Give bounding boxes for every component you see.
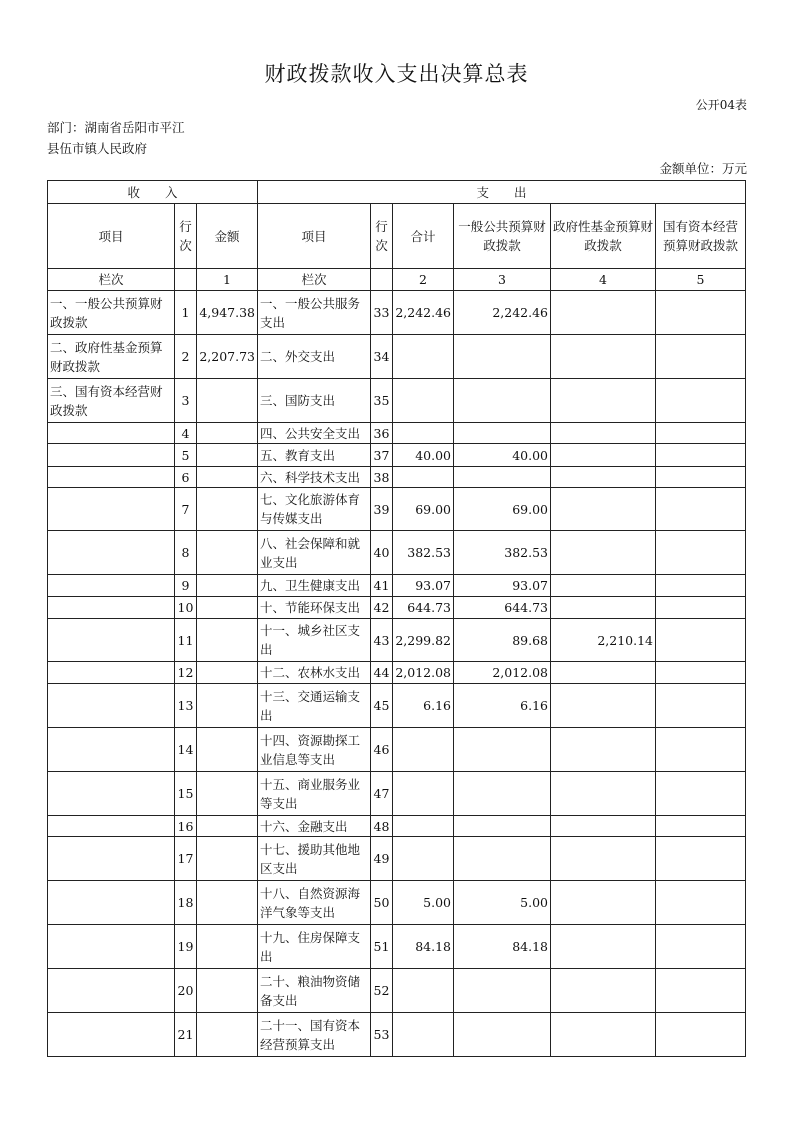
income-amount [197,662,258,684]
state-capital-amount [656,881,746,925]
fund-budget-amount: 2,210.14 [551,619,656,662]
expense-item: 十四、资源勘探工业信息等支出 [258,728,371,772]
fund-budget-amount [551,772,656,816]
expense-item: 十三、交通运输支出 [258,684,371,728]
total-amount: 40.00 [393,444,454,467]
expense-header: 支 出 [258,181,746,204]
income-row-no: 13 [175,684,197,728]
expense-row-no: 45 [371,684,393,728]
table-row [48,881,746,925]
expense-row-no: 49 [371,837,393,881]
expense-item: 一、一般公共服务支出 [258,291,371,335]
total-amount: 2,242.46 [393,291,454,335]
general-budget-amount [454,969,551,1013]
expense-row-no: 38 [371,467,393,488]
income-row-no: 8 [175,531,197,575]
fund-budget-amount [551,335,656,379]
seq-1: 1 [197,269,258,291]
general-budget-amount [454,837,551,881]
expense-row-no: 43 [371,619,393,662]
seq-4: 4 [551,269,656,291]
general-budget-amount [454,379,551,423]
general-budget-amount [454,423,551,444]
income-row-no: 4 [175,423,197,444]
total-amount [393,1013,454,1057]
fund-budget-amount [551,597,656,619]
state-capital-amount [656,728,746,772]
income-header: 收 入 [48,181,258,204]
total-amount [393,772,454,816]
total-amount: 69.00 [393,488,454,531]
budget-summary-table [47,180,746,1057]
income-row-no: 11 [175,619,197,662]
expense-item: 十五、商业服务业等支出 [258,772,371,816]
table-row [48,531,746,575]
expense-item: 七、文化旅游体育与传媒支出 [258,488,371,531]
state-capital-amount [656,925,746,969]
total-amount [393,837,454,881]
income-row-no: 17 [175,837,197,881]
general-budget-amount: 69.00 [454,488,551,531]
income-row-no: 18 [175,881,197,925]
state-capital-amount [656,575,746,597]
col-general: 一般公共预算财政拨款 [454,204,551,269]
page-title: 财政拨款收入支出决算总表 [264,62,529,86]
income-item [48,488,175,531]
fund-budget-amount [551,1013,656,1057]
expense-item: 十七、援助其他地区支出 [258,837,371,881]
income-amount [197,575,258,597]
table-row [48,662,746,684]
state-capital-amount [656,444,746,467]
income-amount: 4,947.38 [197,291,258,335]
income-item [48,881,175,925]
expense-row-no: 36 [371,423,393,444]
state-capital-amount [656,837,746,881]
state-capital-amount [656,291,746,335]
state-capital-amount [656,772,746,816]
income-item [48,531,175,575]
fund-budget-amount [551,488,656,531]
expense-item: 六、科学技术支出 [258,467,371,488]
total-amount [393,467,454,488]
income-row-no: 9 [175,575,197,597]
income-item [48,837,175,881]
table-row [48,597,746,619]
expense-row-no: 42 [371,597,393,619]
state-capital-amount [656,423,746,444]
total-amount: 644.73 [393,597,454,619]
general-budget-amount: 5.00 [454,881,551,925]
income-item [48,969,175,1013]
fund-budget-amount [551,837,656,881]
expense-row-no: 35 [371,379,393,423]
income-item [48,1013,175,1057]
fund-budget-amount [551,379,656,423]
department-label: 部门：湖南省岳阳市平江县伍市镇人民政府 [47,120,185,156]
expense-row-no: 33 [371,291,393,335]
total-amount: 6.16 [393,684,454,728]
total-amount: 2,012.08 [393,662,454,684]
income-row-no: 21 [175,1013,197,1057]
total-amount [393,423,454,444]
income-row-no: 14 [175,728,197,772]
fund-budget-amount [551,925,656,969]
general-budget-amount [454,816,551,837]
income-item [48,467,175,488]
income-amount [197,531,258,575]
seq-3: 3 [454,269,551,291]
income-item [48,575,175,597]
fund-budget-amount [551,969,656,1013]
fund-budget-amount [551,684,656,728]
seq-blank [371,269,393,291]
income-row-no: 6 [175,467,197,488]
expense-item: 十九、住房保障支出 [258,925,371,969]
income-row-no: 20 [175,969,197,1013]
state-capital-amount [656,684,746,728]
income-amount [197,619,258,662]
general-budget-amount [454,1013,551,1057]
table-row [48,837,746,881]
fund-budget-amount [551,728,656,772]
total-amount: 2,299.82 [393,619,454,662]
general-budget-amount: 382.53 [454,531,551,575]
table-row [48,684,746,728]
seq-5: 5 [656,269,746,291]
col-total: 合计 [393,204,454,269]
expense-item: 十、节能环保支出 [258,597,371,619]
expense-item: 二、外交支出 [258,335,371,379]
state-capital-amount [656,597,746,619]
income-amount [197,969,258,1013]
fund-budget-amount [551,423,656,444]
total-amount [393,335,454,379]
fund-budget-amount [551,662,656,684]
col-state: 国有资本经营预算财政拨款 [656,204,746,269]
income-item [48,597,175,619]
expense-row-no: 41 [371,575,393,597]
state-capital-amount [656,531,746,575]
seq-2: 2 [393,269,454,291]
expense-item: 九、卫生健康支出 [258,575,371,597]
income-amount [197,684,258,728]
expense-row-no: 40 [371,531,393,575]
income-row-no: 12 [175,662,197,684]
state-capital-amount [656,467,746,488]
income-amount [197,488,258,531]
total-amount [393,728,454,772]
general-budget-amount [454,335,551,379]
income-item [48,684,175,728]
income-row-no: 2 [175,335,197,379]
table-row [48,816,746,837]
expense-row-no: 50 [371,881,393,925]
table-row [48,291,746,335]
income-item [48,662,175,684]
income-item [48,772,175,816]
expense-item: 四、公共安全支出 [258,423,371,444]
total-amount: 382.53 [393,531,454,575]
seq-blank [175,269,197,291]
income-item [48,816,175,837]
table-row [48,423,746,444]
table-row [48,379,746,423]
col-item-expense: 项目 [258,204,371,269]
income-row-no: 19 [175,925,197,969]
table-row [48,619,746,662]
expense-item: 八、社会保障和就业支出 [258,531,371,575]
table-row [48,969,746,1013]
income-item [48,925,175,969]
income-amount [197,597,258,619]
seq-label-income: 栏次 [48,269,175,291]
expense-row-no: 47 [371,772,393,816]
table-row [48,335,746,379]
table-row [48,488,746,531]
col-item-income: 项目 [48,204,175,269]
col-amount: 金额 [197,204,258,269]
income-amount [197,816,258,837]
table-row [48,444,746,467]
expense-row-no: 52 [371,969,393,1013]
income-item: 二、政府性基金预算财政拨款 [48,335,175,379]
income-amount [197,837,258,881]
form-code: 公开04表 [695,98,747,112]
state-capital-amount [656,619,746,662]
general-budget-amount [454,728,551,772]
expense-item: 五、教育支出 [258,444,371,467]
general-budget-amount: 40.00 [454,444,551,467]
fund-budget-amount [551,291,656,335]
general-budget-amount: 84.18 [454,925,551,969]
total-amount [393,969,454,1013]
income-row-no: 7 [175,488,197,531]
state-capital-amount [656,335,746,379]
income-item: 三、国有资本经营财政拨款 [48,379,175,423]
total-amount: 5.00 [393,881,454,925]
income-amount [197,379,258,423]
general-budget-amount: 89.68 [454,619,551,662]
income-item: 一、一般公共预算财政拨款 [48,291,175,335]
state-capital-amount [656,488,746,531]
total-amount: 93.07 [393,575,454,597]
fund-budget-amount [551,467,656,488]
unit-label: 金额单位：万元 [659,161,747,176]
col-fund: 政府性基金预算财政拨款 [551,204,656,269]
income-amount [197,881,258,925]
table-row [48,1013,746,1057]
fund-budget-amount [551,881,656,925]
col-row-expense: 行次 [371,204,393,269]
income-amount [197,728,258,772]
income-amount: 2,207.73 [197,335,258,379]
table-row [48,772,746,816]
expense-item: 十六、金融支出 [258,816,371,837]
fund-budget-amount [551,531,656,575]
table-row [48,728,746,772]
fund-budget-amount [551,444,656,467]
expense-row-no: 48 [371,816,393,837]
expense-row-no: 53 [371,1013,393,1057]
income-row-no: 1 [175,291,197,335]
income-amount [197,444,258,467]
general-budget-amount: 644.73 [454,597,551,619]
income-amount [197,423,258,444]
table-row [48,575,746,597]
state-capital-amount [656,816,746,837]
expense-item: 十二、农林水支出 [258,662,371,684]
general-budget-amount: 6.16 [454,684,551,728]
total-amount [393,816,454,837]
table-row [48,467,746,488]
col-row-income: 行次 [175,204,197,269]
total-amount: 84.18 [393,925,454,969]
expense-row-no: 46 [371,728,393,772]
state-capital-amount [656,1013,746,1057]
income-item [48,444,175,467]
income-amount [197,467,258,488]
table-row [48,925,746,969]
seq-label-expense: 栏次 [258,269,371,291]
expense-item: 十一、城乡社区支出 [258,619,371,662]
expense-item: 三、国防支出 [258,379,371,423]
general-budget-amount: 93.07 [454,575,551,597]
expense-item: 十八、自然资源海洋气象等支出 [258,881,371,925]
expense-row-no: 34 [371,335,393,379]
general-budget-amount: 2,012.08 [454,662,551,684]
income-row-no: 16 [175,816,197,837]
income-amount [197,1013,258,1057]
fund-budget-amount [551,575,656,597]
state-capital-amount [656,379,746,423]
expense-row-no: 39 [371,488,393,531]
income-item [48,423,175,444]
general-budget-amount [454,467,551,488]
state-capital-amount [656,969,746,1013]
general-budget-amount [454,772,551,816]
income-row-no: 5 [175,444,197,467]
income-row-no: 3 [175,379,197,423]
income-amount [197,772,258,816]
income-item [48,728,175,772]
expense-item: 二十一、国有资本经营预算支出 [258,1013,371,1057]
expense-row-no: 51 [371,925,393,969]
expense-row-no: 37 [371,444,393,467]
income-row-no: 10 [175,597,197,619]
income-item [48,619,175,662]
expense-item: 二十、粮油物资储备支出 [258,969,371,1013]
income-amount [197,925,258,969]
fund-budget-amount [551,816,656,837]
expense-row-no: 44 [371,662,393,684]
income-row-no: 15 [175,772,197,816]
state-capital-amount [656,662,746,684]
total-amount [393,379,454,423]
general-budget-amount: 2,242.46 [454,291,551,335]
